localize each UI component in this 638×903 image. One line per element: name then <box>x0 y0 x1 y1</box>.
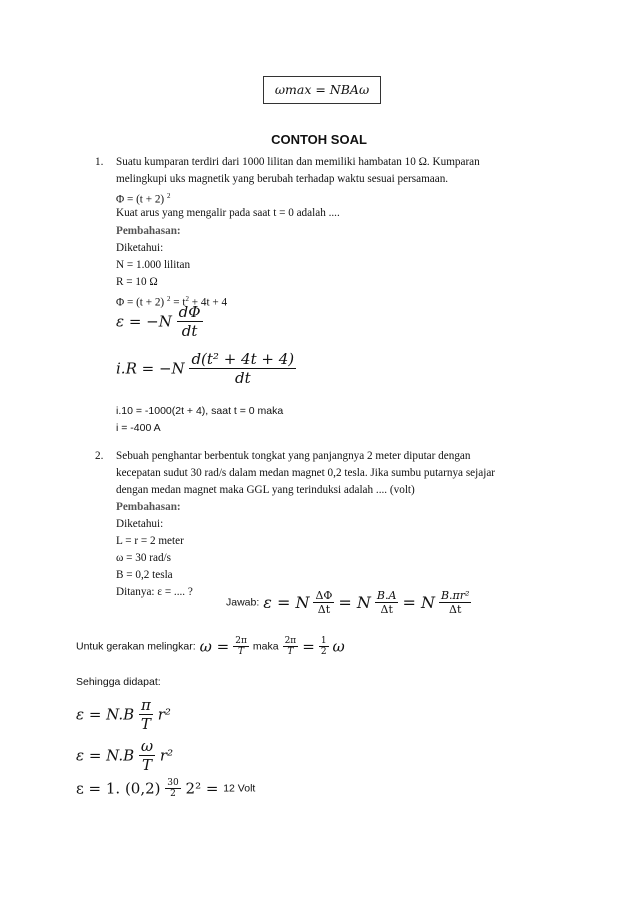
problem-2-diketahui: Diketahui: <box>116 518 164 530</box>
final-equation-1: ε = N.B $\frac{\pi}{T}$ r² <box>76 696 171 733</box>
problem-2-line2: kecepatan sudut 30 rad/s dalam medan magnet 0,2 tesla. Jika sumbu putarnya sejajar <box>116 467 496 479</box>
problem-1-result-2: i = -400 A <box>116 422 161 434</box>
problem-2-jawab: Jawab: ε = N $\frac{\Delta\Phi}{\Delta t}$ = N $\frac{B.A}{\Delta t}$ = N $\frac{\text{B.πr²}}{\Delta t}$ <box>226 589 470 616</box>
problem-1-question: Kuat arus yang mengalir pada saat t = 0 adalah .... <box>116 207 340 219</box>
problem-2-given-l: L = r = 2 meter <box>116 535 184 547</box>
problem-1-result-1: i.10 = -1000(2t + 4), saat t = 0 maka <box>116 405 284 417</box>
problem-1-given-r: R = 10 Ω <box>116 276 158 288</box>
formula-box: ωmax = NBAω <box>263 76 381 104</box>
problem-1-flux-equation: Φ = (t + 2) $^2$ <box>116 192 171 206</box>
problem-2-given-b: B = 0,2 tesla <box>116 569 173 581</box>
circular-motion-line: Untuk gerakan melingkar: ω = $\frac{2\pi}{T}$ maka $\frac{2\pi}{T}$ = $\frac{1}{2}$ ω <box>76 636 345 657</box>
problem-1-equation-1: ε = −N $\frac{d\Phi}{dt}$ <box>116 303 201 340</box>
problem-1-number: 1. <box>95 156 104 168</box>
problem-2-line1: Sebuah penghantar berbentuk tongkat yang panjangnya 2 meter diputar dengan <box>116 450 471 462</box>
final-equation-3: ε = 1. (0,2) $\frac{30}{2}$ 2² = 12 Volt <box>76 778 256 799</box>
problem-2-number: 2. <box>95 450 104 462</box>
problem-1-given-n: N = 1.000 lilitan <box>116 259 191 271</box>
problem-1-diketahui: Diketahui: <box>116 242 164 254</box>
problem-1-line1: Suatu kumparan terdiri dari 1000 lilitan dan memiliki hambatan 10 Ω. Kumparan <box>116 156 480 168</box>
problem-1-given-flux: Φ = (t + 2) $^2 = t^2 + 4t + 4$ <box>116 295 228 309</box>
section-heading: CONTOH SOAL <box>271 132 367 147</box>
final-equation-2: ε = N.B $\frac{\omega}{T}$ r² <box>76 737 174 774</box>
problem-2-line3: dengan medan magnet maka GGL yang terinduksi adalah .... (volt) <box>116 484 415 496</box>
problem-2-ditanya: Ditanya: ε = .... ? <box>116 586 193 598</box>
problem-1-line2: melingkupi uks magnetik yang berubah terhadap waktu sesuai persamaan. <box>116 173 449 185</box>
problem-1-equation-2: i.R = −N $\frac{\text{d(t² + 4t + 4)}}{dt}$ <box>116 350 295 387</box>
sehingga-label: Sehingga didapat: <box>76 676 161 688</box>
problem-2-given-w: ω = 30 rad/s <box>116 552 171 564</box>
problem-1-pembahasan: Pembahasan: <box>116 225 181 237</box>
problem-2-pembahasan: Pembahasan: <box>116 501 181 513</box>
